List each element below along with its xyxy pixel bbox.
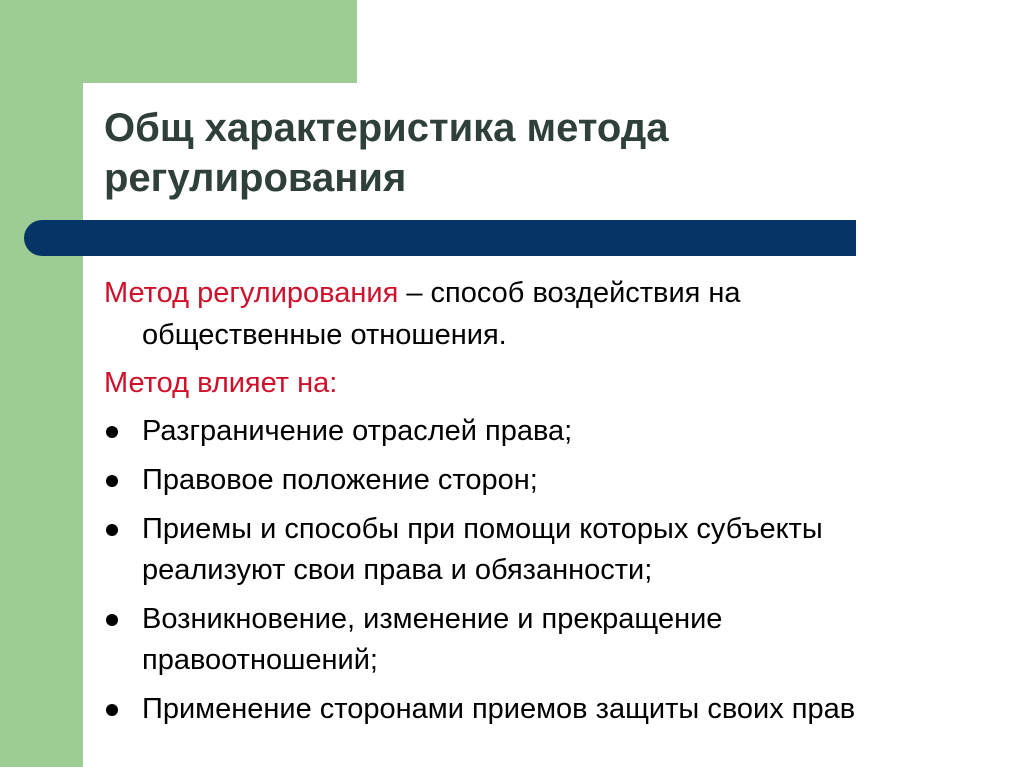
intro-text: Метод влияет на: bbox=[104, 367, 338, 399]
bullet-text bbox=[142, 599, 1002, 681]
bullet-line: Разграничение отраслей права; bbox=[142, 415, 573, 447]
bullet-icon bbox=[106, 426, 118, 438]
bullet-text bbox=[142, 509, 1002, 591]
bullet-line: Применение сторонами приемов защиты своих прав bbox=[142, 693, 856, 725]
bullet-text bbox=[142, 460, 1002, 501]
bullet-line: Возникновение, изменение и прекращение bbox=[142, 603, 723, 635]
definition-paragraph bbox=[104, 272, 984, 356]
bullet-icon bbox=[106, 614, 118, 626]
bullet-text bbox=[142, 689, 1002, 730]
bullet-icon bbox=[106, 704, 118, 716]
intro-line bbox=[104, 362, 984, 404]
definition-rest: – способ воздействия на bbox=[398, 277, 741, 309]
bullet-line: Приемы и способы при помощи которых субъекты bbox=[142, 513, 823, 545]
bullet-line: Правовое положение сторон; bbox=[142, 464, 538, 496]
definition-continuation: общественные отношения. bbox=[142, 319, 507, 351]
bullet-icon bbox=[106, 475, 118, 487]
slide-title: Общ характеристика метода регулирования bbox=[104, 106, 669, 200]
bullet-line: правоотношений; bbox=[142, 644, 378, 676]
bullet-text bbox=[142, 411, 1002, 452]
bullet-icon bbox=[106, 524, 118, 536]
bullet-line: реализуют свои права и обязанности; bbox=[142, 554, 653, 586]
definition-term: Метод регулирования bbox=[104, 277, 399, 309]
